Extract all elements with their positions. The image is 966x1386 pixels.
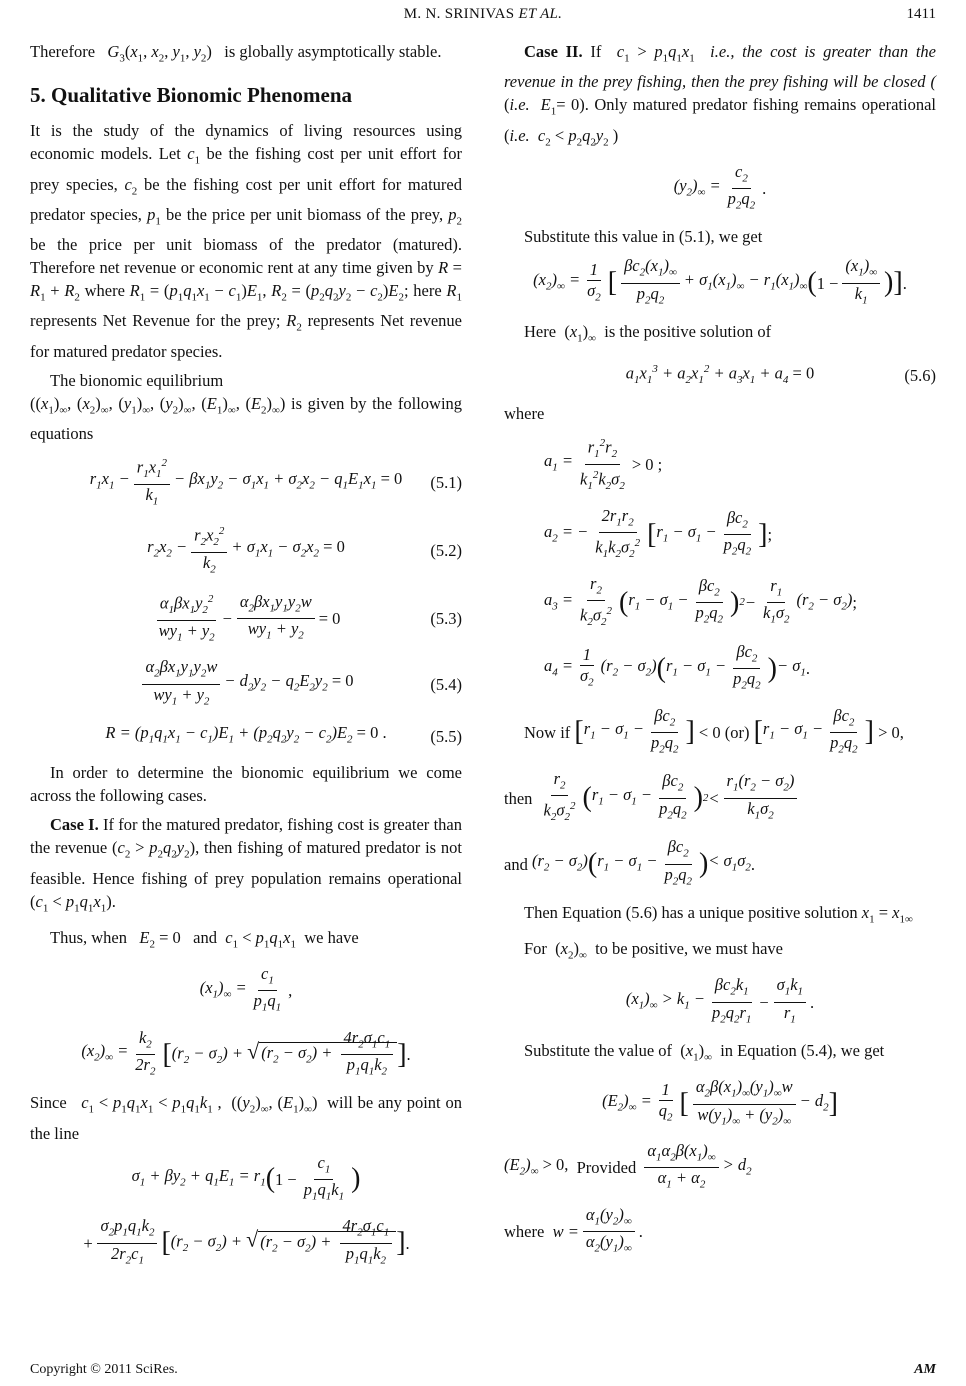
equation-number: (5.6) — [904, 365, 936, 385]
right-column — [504, 40, 936, 1268]
page-footer — [30, 1362, 936, 1378]
text: then — [504, 788, 533, 808]
copyright-text: Copyright © 2011 SciRes. — [30, 1362, 178, 1377]
text: is the positive solution of — [604, 322, 772, 342]
text: ), then fishing of matured predator is not feasible. Hence fishing of prey population remains operational ( — [30, 838, 462, 911]
text: Thus, when — [50, 927, 127, 947]
text: If for the matured predator, fishing cost is greater than the revenue ( — [30, 815, 462, 858]
text: Now if — [524, 722, 571, 742]
where-label: where — [504, 404, 545, 424]
text: ). — [106, 891, 116, 911]
equation-line-1: $\sigma_1 + \beta y_2 + q_1E_1 = r_1$ ( 1 − $\frac{c_1}{p_1q_1k_1}$ ) — [131, 1152, 361, 1203]
equation-5-5: $R = (p_1q_1x_1 - c_1)E_1 + (p_2q_2y_2 - c_2)E_2 = 0$ . (5.5) — [105, 722, 462, 746]
equation-a1: $a_1$ = $\frac{r_1^2r_2}{k_1^2k_2\sigma_2}$ > 0 ; — [504, 433, 936, 496]
text: Here — [524, 322, 557, 342]
equation-a4: $a_4$ = $\frac{1}{\sigma_2}$ $(r_2 - \sigma_2)$ ( $r_1 - \sigma_1$ − $\frac{\beta c_2}{p_2q_2}$ ) − $\sigma_1$ . — [544, 641, 811, 692]
equation-then: then $\frac{r_2}{k_2\sigma_2^2}$ ( $r_1 - \sigma_1$ − $\frac{\beta c_2}{p_2q_2}$ ) 2 < $\frac{r_1(r_2 - \sigma_2)}{k_1\sigma_2}$ — [504, 769, 936, 827]
equation-number: (5.2) — [430, 540, 462, 560]
text: represents Net revenue for matured predator species. — [30, 311, 462, 361]
text: be the fishing cost per unit effort for prey species, — [30, 144, 463, 194]
section-title: 5. Qualitative Bionomic Phenomena — [30, 83, 352, 108]
text: to be positive, we must have — [595, 939, 783, 959]
page-header — [0, 6, 966, 28]
text: where — [504, 1221, 545, 1241]
text: < 0 (or) — [698, 722, 750, 742]
substitute-paragraph: Substitute this value in (5.1), we get — [524, 227, 763, 247]
text: Then Equation (5.6) has a unique positive solution — [524, 902, 858, 922]
substitute-eq54-paragraph: Substitute the value of $(x_1)_\infty$ in Equation (5.4), we get — [524, 1041, 885, 1064]
cases-paragraph: In order to determine the bionomic equilibrium we come across the following cases. — [30, 763, 462, 806]
case-1-paragraph: Case I. If for the matured predator, fishing cost is greater than the revenue $(c_2 > p_2q_2y_2)$, then fishing of matured predator is not feasible. Hence fishing of prey population remains operational $(c_1 < p_1q_1x_1)$. — [30, 815, 462, 914]
equation-E2-inf: $(E_2)_\infty$ = $\frac{1}{q_2}$ [ $\frac{\alpha_2\beta(x_1)_\infty(y_1)_\infty w}{w(y_1)_\infty + (y_2)_\infty}$ − $d_2$ ] — [602, 1077, 838, 1127]
text: Therefore — [30, 42, 96, 61]
authors-main: M. N. SRINIVAS — [403, 6, 515, 22]
text: Provided — [576, 1158, 637, 1178]
text: will be any point on the line — [30, 1093, 462, 1143]
case-label: Case I. — [50, 815, 99, 835]
text: is globally asymptotically stable. — [224, 42, 442, 61]
case-label: Case II. — [524, 42, 583, 61]
unique-solution-paragraph: Then Equation (5.6) has a unique positive solution $x_1 = x_{1\infty}$ — [524, 902, 913, 926]
equation-and: and $(r_2 - \sigma_2)$ ( $r_1 - \sigma_1$ − $\frac{\beta c_2}{p_2q_2}$ ) < $\sigma_1\sigma_2$ . — [504, 837, 755, 887]
equation-5-3: $\frac{\alpha_1\beta x_1y_2^2}{wy_1 + y_2}$ − $\frac{\alpha_2\beta x_1y_1y_2w}{wy_1 + y_2}$ = 0 (5.3) — [30, 589, 462, 647]
equation-number: (5.4) — [430, 674, 462, 694]
text: is given by the following equations — [30, 393, 463, 444]
equation-5-2: $r_2x_2$ − $\frac{r_2x_2^2}{k_2}$ + $\sigma_1x_1 - \sigma_2x_2 = 0$ (5.2) — [30, 521, 462, 579]
text: where — [84, 281, 125, 301]
text: It is the study of the dynamics of living resources using economic models. Let — [30, 121, 462, 164]
text: ; here — [404, 281, 442, 301]
here-paragraph: Here $(x_1)_\infty$ is the positive solution of — [524, 322, 772, 345]
text: i.e. — [509, 125, 530, 145]
equation-y2-inf: $(y_2)_\infty$ = $\frac{c_2}{p_2q_2}$ . — [673, 161, 767, 212]
text: we have — [304, 927, 359, 947]
journal-abbrev: AM — [914, 1362, 936, 1377]
equation-x1-inf: $(x_1)_\infty$ = $\frac{c_1}{p_1q_1}$ , — [199, 964, 293, 1014]
left-column — [30, 40, 462, 1280]
equation-number: (5.3) — [430, 608, 462, 628]
case-2-paragraph: Case II. If $c_1 > p_1q_1x_1$ i.e., the cost is greater than the revenue in the prey fishing, then the prey fishing will be closed ( (i.e. $E_1= 0$). Only matured predator fishing remains operational (i.e. $c_2 < p_2q_2y_2$ ) — [504, 42, 937, 148]
text: and — [193, 927, 217, 947]
text: The bionomic equilibrium — [50, 370, 224, 390]
text: and — [504, 854, 528, 874]
text: > 0, — [878, 722, 904, 742]
bionomic-paragraph: The bionomic equilibrium ($(x_1)_\infty$, $(x_2)_\infty$, $(y_1)_\infty$, $(y_2)_\infty$, $(E_1)_\infty$, $(E_2)_\infty$) is given by the following equations — [30, 370, 463, 444]
text: be the price per unit biomass of the predator (matured). Therefore net revenue or economic rent at any time given by — [30, 235, 462, 278]
stability-paragraph: Therefore $G_3(x_1$, $x_2$, $y_1$, $y_2$) is globally asymptotically stable. — [30, 42, 442, 65]
equation-5-4: $\frac{\alpha_2\beta x_1y_1y_2w}{wy_1 + y_2}$ − $d_2y_2 - q_2E_2y_2 = 0$ (5.4) — [30, 657, 462, 711]
text: For — [524, 939, 547, 959]
text: If — [590, 42, 602, 61]
equation-number: (5.1) — [430, 472, 462, 492]
for-paragraph: For $(x_2)_\infty$ to be positive, we must have — [524, 939, 783, 962]
text: i.e., the cost is greater than the revenue in the prey fishing, then the prey fishing will be closed ( — [504, 42, 937, 92]
equation-line-2: + $\frac{\sigma_2p_1q_1k_2}{2r_2c_1}$ [ $(r_2 - \sigma_2)$ + √ $(r_2 - \sigma_2)$ + $\frac{4r_2\sigma_1c_1}{p_1q_1k_2}$ ] . — [82, 1216, 410, 1266]
text: i.e. — [509, 95, 530, 115]
equation-5-1: $r_1x_1$ − $\frac{r_1x_1^2}{k_1}$ − $\beta x_1y_2 - \sigma_1x_1 + \sigma_2x_2 - q_1E_1x_1 = 0$ (5.1) — [30, 453, 462, 511]
text: = 0). Only matured predator fishing remains operational ( — [504, 95, 937, 145]
since-paragraph: Since $c_1 < p_1q_1x_1 < p_1q_1k_1$ , ($(y_2)_\infty$, $(E_1)_\infty$) will be any point on the line — [30, 1093, 462, 1143]
equation-now-if: Now if [ $r_1 - \sigma_1$ − $\frac{\beta c_2}{p_2q_2}$ ] < 0 (or) [ $r_1 - \sigma_1$ − $\frac{\beta c_2}{p_2q_2}$ ] > 0, — [524, 705, 904, 756]
equation-provided: $(E_2)_\infty > 0$, Provided $\frac{\alpha_1\alpha_2\beta(x_1)_\infty}{\alpha_1 + \alpha_2}$ > $d_2$ — [504, 1140, 752, 1191]
text: be the fishing cost per unit effort for matured predator species, — [30, 174, 462, 224]
equation-x2-inf-case2: $(x_2)_\infty$ = $\frac{1}{\sigma_2}$ [ $\frac{\beta c_2(x_1)_\infty}{p_2q_2}$ + $\sigma_1(x_1)_\infty - r_1(x_1)_\infty$ ( 1 − $\frac{(x_1)_\infty}{k_1}$ )] . — [533, 256, 907, 307]
text: Substitute the value of — [524, 1041, 673, 1061]
intro-paragraph: It is the study of the dynamics of living resources using economic models. Let $c_1$ be the fishing cost per unit effort for prey species, $c_2$ be the fishing cost per unit effort for matured predator species, $p_1$ be the price per unit biomass of the prey, $p_2$ be the price per unit biomass of the predator (matured). Therefore net revenue or economic rent at any time given by $R = R_1 + R_2$ where $R_1 = (p_1q_1x_1 - c_1)E_1$, $R_2 = (p_2q_2y_2 - c_2)E_2$; here $R_1$ represents Net Revenue for the prey; $R_2$ represents Net revenue for matured predator species. — [30, 121, 463, 361]
equation-number: (5.5) — [430, 726, 462, 746]
equation-a3: $a_3$ = $\frac{r_2}{k_2\sigma_2^2}$ ( $r_1 - \sigma_1$ − $\frac{\beta c_2}{p_2q_2}$ ) 2 − $\frac{r_1}{k_1\sigma_2}$ $(r_2 - \sigma_2)$ ; — [544, 573, 858, 628]
text: in Equation (5.4), we get — [720, 1041, 885, 1061]
thus-paragraph: Thus, when $E_2 = 0$ and $c_1 < p_1q_1x_1$ we have — [50, 927, 359, 951]
equation-5-6: $a_1x_1^3 + a_2x_1^2 + a_3x_1 + a_4 = 0$ (5.6) — [625, 363, 936, 387]
text: be the price per unit biomass of the prey, — [166, 204, 444, 224]
equation-x2-inf: $(x_2)_\infty$ = $\frac{k_2}{2r_2}$ [ $(r_2 - \sigma_2)$ + √ $(r_2 - \sigma_2)$ + $\frac{4r_2\sigma_1c_1}{p_1q_1k_2}$ ] . — [81, 1027, 411, 1078]
text: represents Net Revenue for the prey; — [30, 311, 281, 331]
equation-w: where w = $\frac{\alpha_1(y_2)_\infty}{\alpha_2(y_1)_\infty}$ . — [504, 1204, 643, 1255]
equation-x1-condition: $(x_1)_\infty > k_1$ − $\frac{\beta c_2k_1}{p_2q_2r_1}$ − $\frac{\sigma_1k_1}{r_1}$ . — [625, 975, 815, 1026]
authors-etal: ET AL. — [518, 6, 563, 22]
text: Since — [30, 1093, 67, 1113]
running-head-authors — [0, 6, 966, 23]
page-number: 1411 — [906, 6, 936, 22]
equation-a2: $a_2$ = − $\frac{2r_1r_2}{k_1k_2\sigma_2^2}$ [ $r_1 - \sigma_1$ − $\frac{\beta c_2}{p_2q_2}$ ] ; — [544, 505, 773, 560]
